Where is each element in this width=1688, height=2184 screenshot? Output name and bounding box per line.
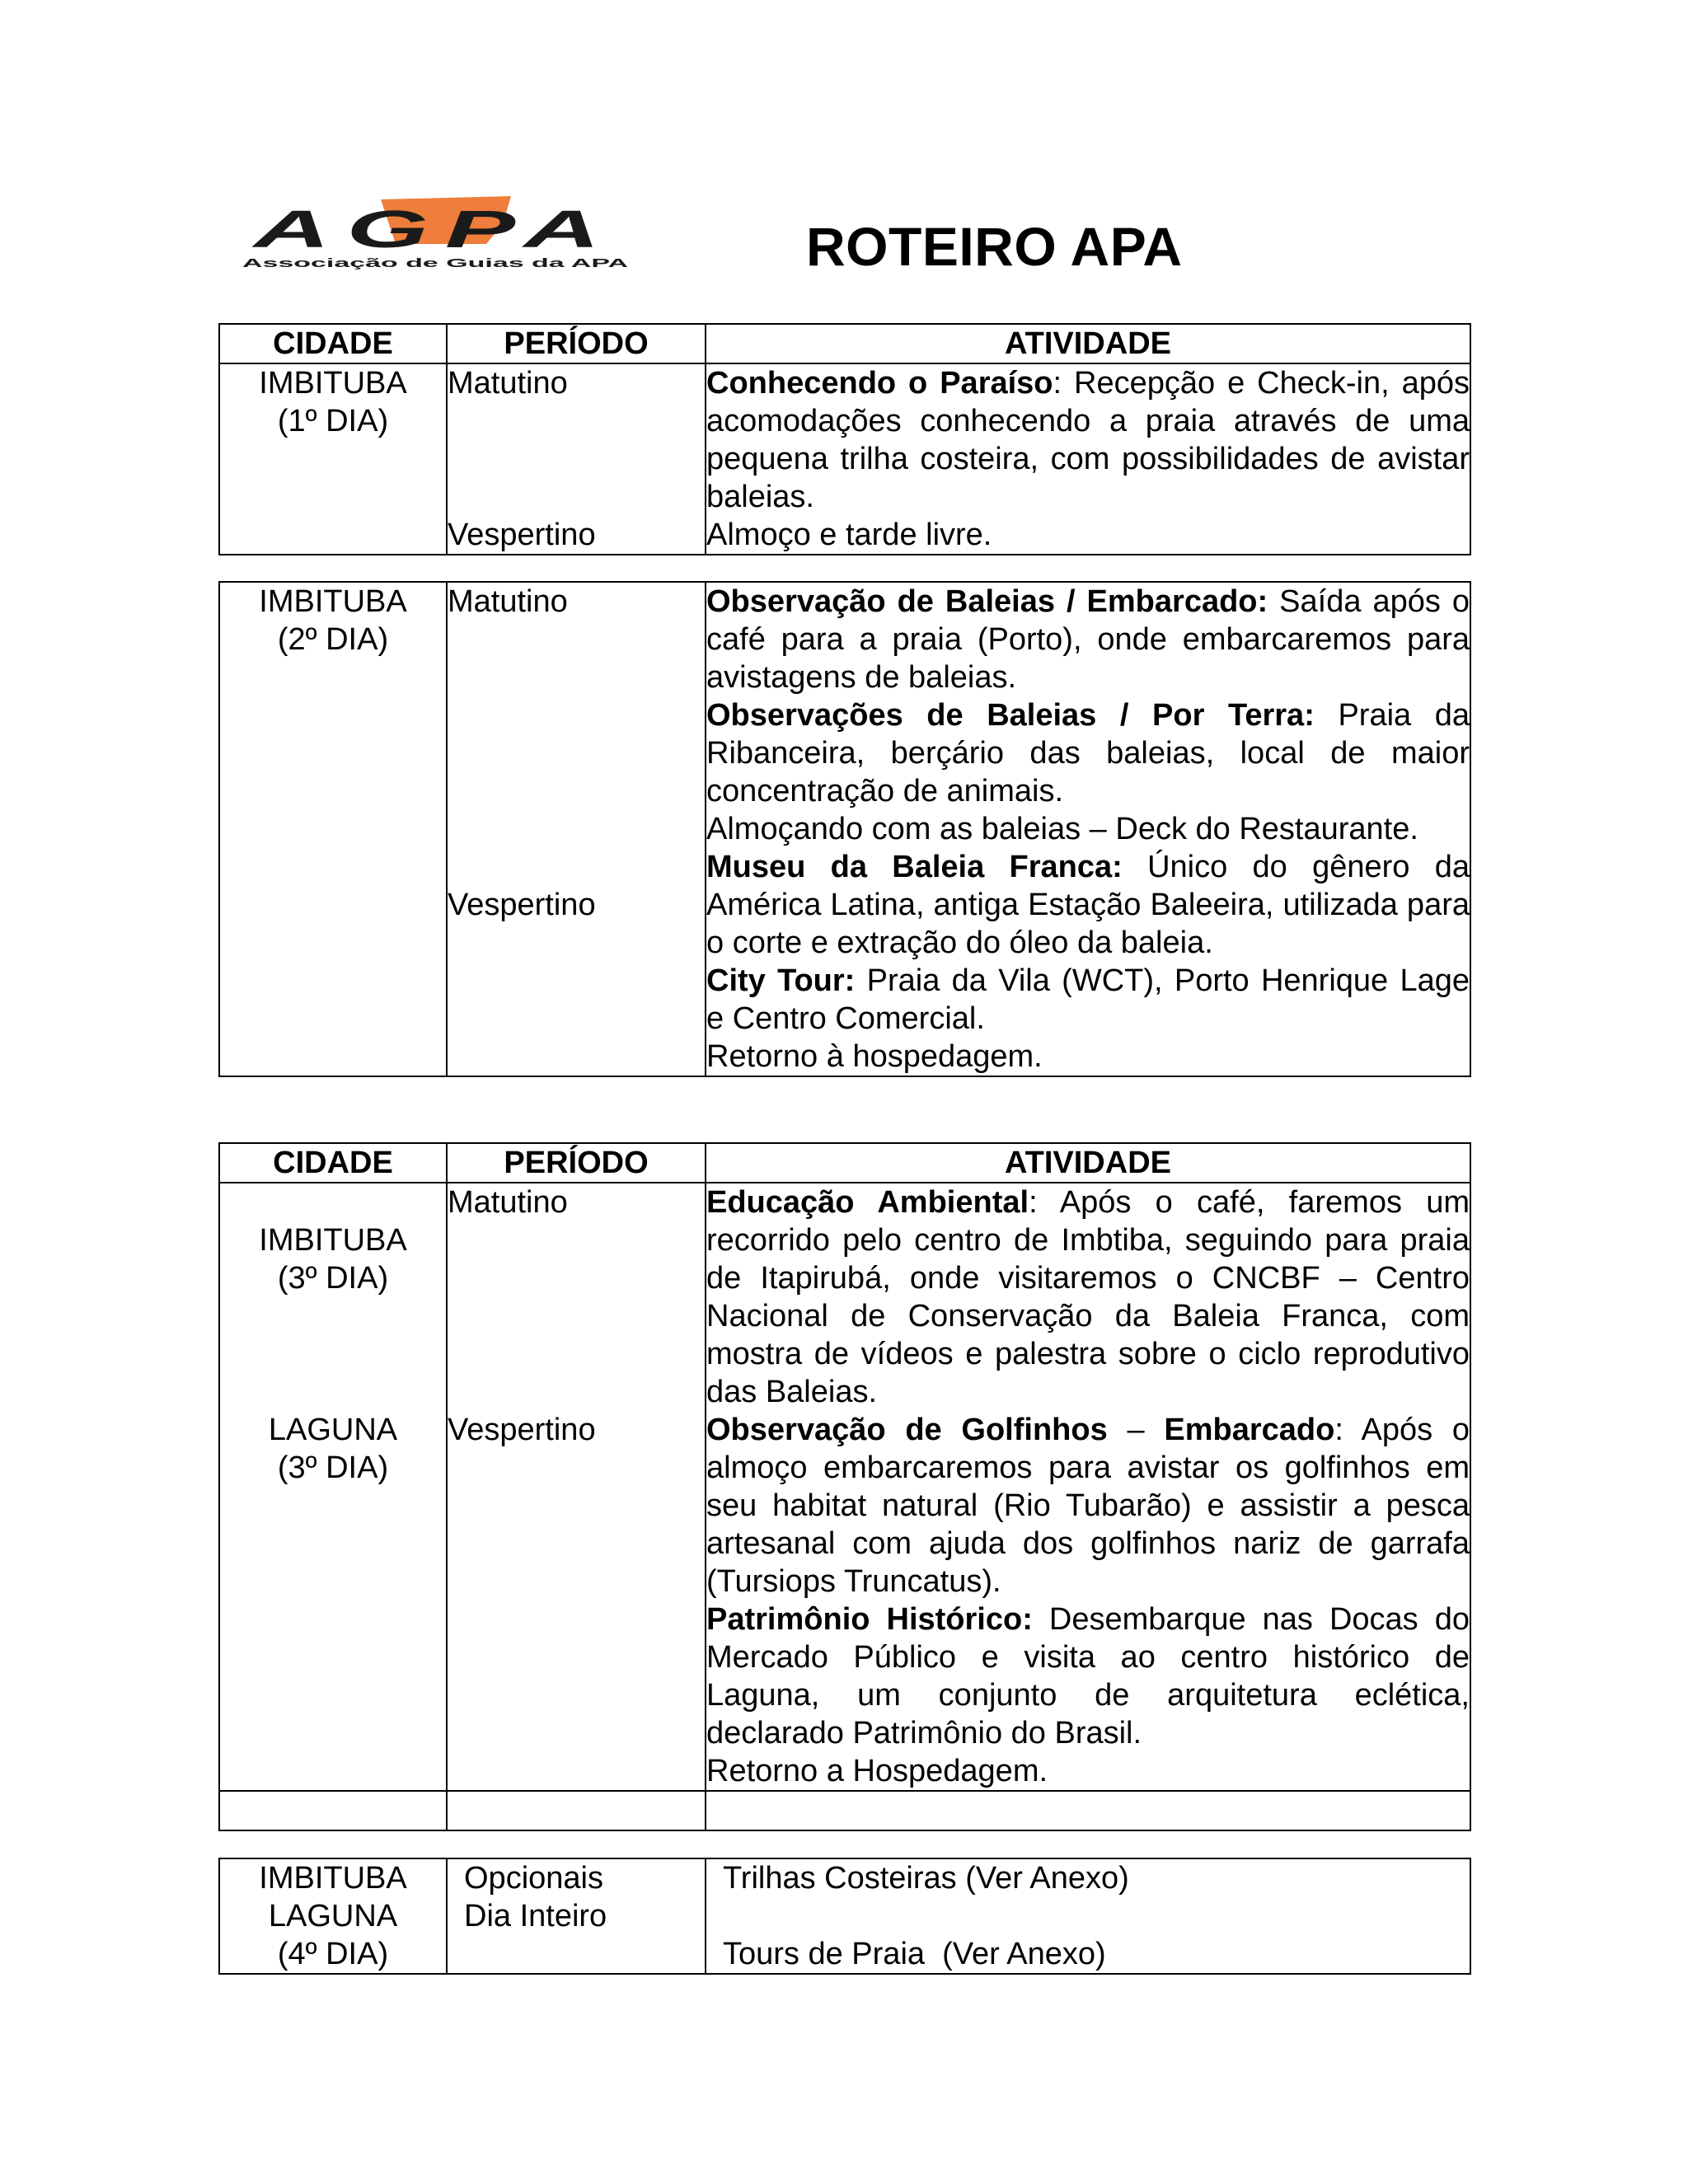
activity-text: : Após o café, faremos um recorrido pelo centro de Imbtiba, seguindo para praia de Itapirubá, onde visitaremos o CNCBF – Centro Nacional de Conservação da Baleia Franca, com mostra de vídeos e palestra sobre o ciclo reprodutivo das Baleias.	[706, 1185, 1470, 1409]
header-periodo: PERÍODO	[447, 324, 706, 363]
city-name: IMBITUBA	[259, 1861, 407, 1896]
activity-title: Patrimônio Histórico:	[706, 1602, 1033, 1637]
activity-item	[706, 1752, 1470, 1790]
city-cell	[219, 363, 447, 555]
activity-text: Praia da Vila (WCT), Porto Henrique Lage e Centro Comercial.	[706, 963, 1470, 1036]
activity-text: Saída após o café para a praia (Porto), onde embarcaremos para avistagens de baleias.	[706, 584, 1470, 695]
activity-cell	[706, 1858, 1470, 1974]
table-row	[219, 363, 1470, 555]
activity-title: Observações de Baleias / Por Terra:	[706, 698, 1315, 733]
period-cell	[447, 582, 706, 1076]
day-label: (3º DIA)	[277, 1451, 389, 1485]
period-morning: Matutino	[448, 584, 568, 619]
city-cell	[219, 1183, 447, 1791]
header-cidade: CIDADE	[219, 1143, 447, 1183]
activity-item	[706, 1038, 1470, 1076]
empty-cell	[219, 1791, 447, 1830]
logo-wordmark: AGPA	[251, 199, 617, 259]
activity-title: Conhecendo o Paraíso	[706, 366, 1053, 401]
itinerary-table-day4	[218, 1858, 1471, 1975]
activity-item	[706, 1183, 1470, 1411]
city-cell	[219, 582, 447, 1076]
header-atividade: ATIVIDADE	[706, 1143, 1470, 1183]
activity-item	[706, 696, 1470, 810]
period-full-day: Dia Inteiro	[464, 1899, 607, 1933]
activity-cell	[706, 1183, 1470, 1791]
itinerary-table-day2	[218, 581, 1471, 1077]
activity-title: Educação Ambiental	[706, 1185, 1029, 1220]
activity-title: Embarcado	[1164, 1413, 1335, 1447]
activity-item	[706, 516, 1470, 554]
day-label: (2º DIA)	[277, 622, 389, 657]
activity-text: Retorno à hospedagem.	[706, 1039, 1043, 1074]
activity-text: Retorno a Hospedagem.	[706, 1754, 1048, 1788]
city-cell	[219, 1858, 447, 1974]
activity-item	[706, 1601, 1470, 1752]
activity-item	[706, 583, 1470, 696]
period-optional: Opcionais	[464, 1861, 603, 1896]
document-title: ROTEIRO APA	[806, 216, 1183, 277]
activity-text: Almoço e tarde livre.	[706, 518, 992, 552]
header-atividade: ATIVIDADE	[706, 324, 1470, 363]
table-header-row	[219, 324, 1470, 363]
activity-title: Observação de Golfinhos	[706, 1413, 1108, 1447]
period-morning: Matutino	[448, 366, 568, 401]
period-afternoon: Vespertino	[448, 1413, 596, 1447]
day-label: (3º DIA)	[277, 1261, 389, 1296]
itinerary-table-day1	[218, 323, 1471, 555]
activity-item	[706, 1411, 1470, 1601]
city-name: IMBITUBA	[259, 366, 407, 401]
activity-title: City Tour:	[706, 963, 856, 998]
period-afternoon: Vespertino	[448, 518, 596, 552]
period-afternoon: Vespertino	[448, 888, 596, 922]
city-name: LAGUNA	[268, 1899, 398, 1933]
empty-cell	[706, 1791, 1470, 1830]
header-periodo: PERÍODO	[447, 1143, 706, 1183]
period-cell	[447, 363, 706, 555]
activity-text: Único do gênero da América Latina, antiga Estação Baleeira, utilizada para o corte e extração do óleo da baleia.	[706, 850, 1470, 960]
city-name: IMBITUBA	[259, 1223, 407, 1258]
table-row	[219, 1183, 1470, 1791]
activity-text: –	[1107, 1413, 1165, 1447]
agpa-logo	[239, 196, 635, 270]
activity-title: Museu da Baleia Franca:	[706, 850, 1123, 884]
activity-text: : Recepção e Check-in, após acomodações conhecendo a praia através de uma pequena trilha costeira, com possibilidades de avistar baleias.	[706, 366, 1470, 514]
header-cidade: CIDADE	[219, 324, 447, 363]
period-cell	[447, 1183, 706, 1791]
activity-text: Desembarque nas Docas do Mercado Público e visita ao centro histórico de Laguna, um conjunto de arquitetura eclética, declarado Patrimônio do Brasil.	[706, 1602, 1470, 1750]
city-name: IMBITUBA	[259, 584, 407, 619]
activity-item	[706, 962, 1470, 1038]
activity-item	[706, 810, 1470, 848]
activity-text: Praia da Ribanceira, berçário das baleias, local de maior concentração de animais.	[706, 698, 1470, 808]
city-name: LAGUNA	[268, 1413, 398, 1447]
activity-item	[706, 848, 1470, 962]
activity-item	[706, 364, 1470, 516]
itinerary-table-day3	[218, 1142, 1471, 1831]
empty-cell	[447, 1791, 706, 1830]
logo-subtitle: Associação de Guias da APA	[242, 256, 629, 270]
table-header-row	[219, 1143, 1470, 1183]
activity-text: Tours de Praia (Ver Anexo)	[723, 1937, 1106, 1971]
table-row	[219, 1858, 1470, 1974]
activity-text: Almoçando com as baleias – Deck do Restaurante.	[706, 812, 1418, 846]
activity-text: Trilhas Costeiras (Ver Anexo)	[723, 1861, 1129, 1896]
activity-cell	[706, 582, 1470, 1076]
period-morning: Matutino	[448, 1185, 568, 1220]
activity-title: Observação de Baleias / Embarcado:	[706, 584, 1268, 619]
activity-cell	[706, 363, 1470, 555]
period-cell	[447, 1858, 706, 1974]
empty-row	[219, 1791, 1470, 1830]
day-label: (4º DIA)	[277, 1937, 389, 1971]
activity-text: : Após o almoço embarcaremos para avistar os golfinhos em seu habitat natural (Rio Tubarão) e assistir a pesca artesanal com ajuda dos golfinhos nariz de garrafa (Tursiops Truncatus).	[706, 1413, 1470, 1599]
table-row	[219, 582, 1470, 1076]
day-label: (1º DIA)	[277, 404, 389, 438]
